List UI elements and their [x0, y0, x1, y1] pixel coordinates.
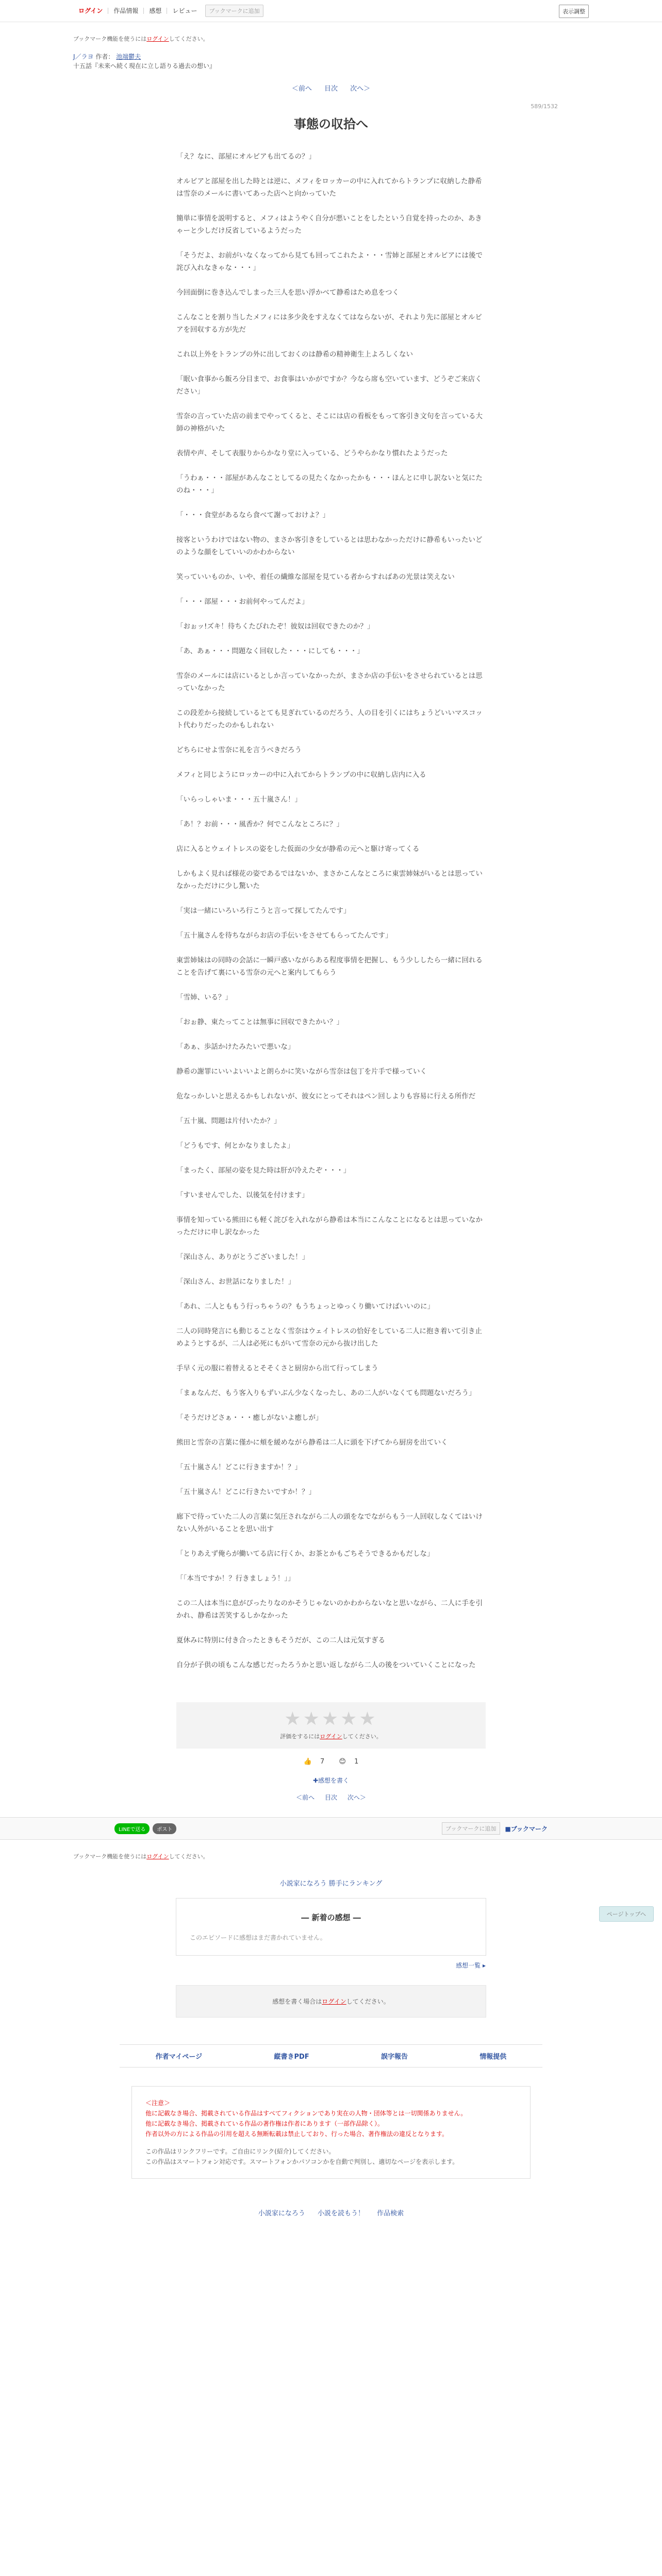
body-line: 表情や声、そして表服りからかなり堂に入っている、どうやらかなり慣れたようだった [176, 449, 448, 457]
no-impressions-text: このエピソードに感想はまだ書かれていません。 [190, 1934, 326, 1941]
body-line [176, 237, 486, 249]
notice-head: ＜注意＞ [145, 2099, 171, 2107]
bookmark-login-link-bottom[interactable]: ログイン [146, 1853, 169, 1860]
body-line [176, 1535, 486, 1548]
body-line [176, 781, 486, 793]
body-line [176, 855, 486, 868]
body-line [176, 1127, 486, 1140]
author-mypage-link[interactable]: 作者マイページ [155, 2053, 203, 2061]
body-line: 「まったく、部屋の姿を見た時は肝が冷えたぞ・・・」 [176, 1166, 351, 1175]
body-line [176, 1350, 486, 1362]
body-line: 「あ！？お前・・・風香か？何でこんなところに？」 [176, 820, 343, 828]
body-line [176, 608, 486, 620]
body-line: 静希の謝罪にいいよいいよと朗らかに笑いながら雪奈は包丁を片手で様っていく [176, 1067, 427, 1076]
novel-title: 十五話『未来へ続く現在に立し語りる過去の想い』 [73, 62, 216, 70]
chapter-title: 事態の収拾へ [294, 117, 368, 131]
body-line [176, 1424, 486, 1436]
body-line [176, 1028, 486, 1041]
series-link[interactable]: J／ラヨ [73, 53, 94, 60]
body-line [176, 1473, 486, 1486]
body-line: 「雪姉、いる？」 [176, 993, 232, 1002]
body-line: 二人の同時発言にも動じることなく雪奈はウェイトレスの恰好をしている二人に抱き着いて引き止めようとするが、二人は必死にもがいて雪奈の元から抜け出した [176, 1327, 483, 1348]
body-line: 危なっかしいと思えるかもしれないが、彼女にとってそれはペン回しよりも容易に行える所作だ [176, 1092, 476, 1100]
search-link[interactable]: 作品検索 [377, 2210, 404, 2217]
body-line [176, 163, 486, 175]
body-line: 「いらっしゃいま・・・五十嵐さん！」 [176, 795, 302, 804]
body-line [176, 299, 486, 311]
body-line: 「・・・食堂があるなら食べて謝っておけよ？」 [176, 511, 329, 519]
ranking-link[interactable]: 小説家になろう 勝手にランキング [279, 1880, 383, 1888]
body-line: この二人は本当に息がぴったりなのかそうじゃないのかわからないなと思いながら、二人に手を引かれ、静希は苦笑するしかなかった [176, 1599, 483, 1620]
bookmark-add-button-disabled: ブックマークに追加 [205, 5, 263, 17]
body-line: 接客というわけではない物の、まさか客引きをしているとは思わなかっただけに静希もいったいどのような顔をしていいのかわからない [176, 536, 483, 556]
new-impressions-box [176, 1898, 486, 1956]
body-line [176, 657, 486, 670]
star-icon[interactable]: ★ [303, 1708, 322, 1730]
body-line [176, 460, 486, 472]
star-icon[interactable]: ★ [359, 1708, 378, 1730]
typo-report-link[interactable]: 誤字報告 [380, 2053, 408, 2061]
vertical-pdf-link[interactable]: 縦書きPDF [274, 2053, 309, 2061]
body-line: 「・・・部屋・・・お前何やってんだよ」 [176, 598, 309, 606]
body-line: 熊田と雪奈の言葉に僅かに頬を緩めながら静希は二人に頭を下げてから厨房を出ていく [176, 1438, 448, 1447]
notice-box [131, 2086, 531, 2179]
bookmark-add-disabled-bottom: ブックマークに追加 [442, 1822, 500, 1835]
novel-meta [73, 52, 589, 71]
thumbs-up-icon: 👍 [303, 1758, 312, 1766]
header-nav [73, 8, 202, 14]
body-line [176, 892, 486, 905]
bottom-links [73, 2208, 589, 2217]
impression-login-note: 感想を書く場合はログインしてください。 [176, 1985, 486, 2018]
body-line: 東雲姉妹はの同時の会話に一瞬戸惑いながらある程度事情を把握し、もう少ししたら一緒に回れることを告げて裏にいる雪奈の元へと案内してもらう [176, 956, 483, 977]
body-line: オルビアと部屋を出した時とは逆に、メフィをロッカーの中に入れてからトランプに収納した静希は雪奈のメールに書いてあった店へと向かっていた [176, 177, 482, 198]
body-line: 「え？なに、部屋にオルビアも出てるの？」 [176, 152, 316, 161]
smile-reaction[interactable]: 😊 1 [339, 1758, 359, 1766]
bookmark-login-link[interactable]: ログイン [146, 36, 169, 42]
body-line: 今回面倒に巻き込んでしまった三人を思い浮かべて静希はため息をつく [176, 289, 399, 297]
bookmark-login-notice-bottom: ブックマーク機能を使うにはログインしてください。 [73, 1853, 209, 1860]
nav-impressions[interactable]: 感想 [144, 8, 167, 14]
body-line [176, 200, 486, 212]
body-line [176, 917, 486, 929]
bookmark-link[interactable]: ■ブックマーク [505, 1825, 548, 1833]
body-line [176, 1399, 486, 1412]
display-settings-button[interactable]: 表示調整 [559, 5, 589, 18]
star-icon[interactable]: ★ [284, 1708, 303, 1730]
body-line [176, 558, 486, 571]
body-line [176, 1152, 486, 1164]
notice-line: 作者以外の方による作品の引用を超える無断転載は禁止しており、行った場合、著作権法の違反となります。 [145, 2130, 449, 2138]
body-line: 「まぁなんだ、もう客入りもずいぶん少なくなったし、あの二人がいなくても問題ないだろう」 [176, 1389, 476, 1397]
body-line [176, 1622, 486, 1634]
notice-line: 他に記載なき場合、掲載されている作品はすべてフィクションであり実在の人物・団体等とは一切関係ありません。 [145, 2110, 467, 2117]
nav-work-info[interactable]: 作品情報 [108, 8, 144, 14]
x-post-button[interactable]: ポスト [153, 1823, 176, 1834]
body-line [176, 1560, 486, 1572]
info-provide-link[interactable]: 情報提供 [479, 2053, 507, 2061]
main-content [73, 35, 589, 1802]
body-line: 夏休みに特別に付き合ったときもそうだが、この二人は元気すぎる [176, 1636, 385, 1645]
author-label: 作者： [95, 53, 114, 60]
body-line [176, 979, 486, 991]
body-line [176, 633, 486, 645]
body-line [176, 942, 486, 954]
write-impression-link[interactable]: ✚感想を書く [312, 1777, 350, 1784]
body-line [176, 1239, 486, 1251]
next-link[interactable]: 次へ＞ [350, 85, 371, 93]
body-line: 「とりあえず俺らが働いてる店に行くか、お茶とかもごちそうできるかもだしな」 [176, 1550, 434, 1558]
page-top-button[interactable]: ページトップへ [599, 1906, 654, 1922]
body-line: しかもよく見れば様花の姿であるではないか、まさかこんなところに東雲姉妹がいるとは思っていなかっただけに少し驚いた [176, 870, 483, 890]
yomou-link[interactable]: 小説を読もう！ [317, 2210, 365, 2217]
body-line [176, 521, 486, 534]
toc-link-bottom[interactable]: 目次 [324, 1794, 337, 1801]
impression-login-link[interactable]: ログイン [322, 1998, 346, 2005]
body-line [176, 1078, 486, 1090]
body-line: 雪奈のメールには店にいるとしか言っていなかったが、まさか店の手伝いをさせられているとは思っていなかった [176, 672, 483, 692]
body-line: 廊下で待っていた二人の言葉に気圧されながら二人の頭をなでながらもう一人回収しなくてはいけない人外がいることを思い出す [176, 1513, 483, 1533]
notice-line: この作品はスマートフォン対応です。スマートフォンかパソコンかを自動で判別し、適切なページを表示します。 [145, 2158, 459, 2165]
evaluation-box [176, 1702, 486, 1749]
body-line [176, 1177, 486, 1189]
body-line [176, 694, 486, 707]
impressions-list-link[interactable]: 感想一覧 ▸ [456, 1962, 486, 1969]
body-line [176, 1585, 486, 1597]
top-pager [73, 83, 589, 93]
rating-stars[interactable] [176, 1709, 486, 1729]
body-line [176, 732, 486, 744]
body-line: 笑っていいものか、いや、着任の繊維な部屋を見ている者からすればあの光景は笑えない [176, 573, 455, 581]
body-line: 「あ、あぁ・・・問題なく回収した・・・にしても・・・」 [176, 647, 364, 655]
body-line: 「実は一緒にいろいろ行こうと言って探してたんです」 [176, 907, 351, 915]
body-line [176, 756, 486, 769]
body-line [176, 398, 486, 410]
body-line: 「「本当ですか！？行きましょう！」」 [176, 1574, 295, 1583]
body-line: 「五十嵐さんを待ちながらお店の手伝いをさせてもらってたんです」 [176, 931, 392, 940]
bottom-pager [73, 1793, 589, 1802]
body-line: 「眠い食事から飯ろ分目まで、お食事はいかがですか？今なら席も空いています、どうぞご来店ください」 [176, 375, 482, 396]
body-line: 「おぉッ!ズキ！待ちくたびれたぞ！彼奴は回収できたのか？」 [176, 622, 374, 631]
body-line: こんなことを割り当したメフィには多少灸をすえなくてはならないが、それより先に部屋とオルビアを回収する方が先だ [176, 313, 482, 334]
body-line [176, 435, 486, 447]
body-line [176, 1647, 486, 1659]
toc-link[interactable]: 目次 [324, 85, 338, 93]
prev-link[interactable]: ＜前へ [291, 85, 312, 93]
body-line: 「深山さん、お世話になりました！」 [176, 1278, 295, 1286]
nav-reviews[interactable]: レビュー [172, 7, 197, 14]
body-line: 「うわぁ・・・部屋があんなことしてるの見たくなかったかも・・・ほんとに申し訳ないと気にたのね・・・」 [176, 474, 483, 495]
body-line: 自分が子供の頃もこんな感じだったろうかと思い返しながら二人の後をついていくことになった [176, 1661, 476, 1669]
thumbs-up-reaction[interactable]: 👍 7 [303, 1758, 325, 1766]
body-line: 「どうもです、何とかなりましたよ」 [176, 1142, 294, 1150]
body-line: 手早く元の服に着替えるとそそくさと厨房から出て行ってしまう [176, 1364, 378, 1372]
footer-links [120, 2044, 542, 2067]
body-line [176, 1201, 486, 1214]
body-line [176, 831, 486, 843]
bookmark-login-notice: ブックマーク機能を使うにはログインしてください。 [73, 36, 209, 42]
body-line: 店に入るとウェイトレスの姿をした仮面の少女が静希の元へと駆け寄ってくる [176, 845, 420, 853]
smile-icon: 😊 [339, 1758, 346, 1766]
body-line: 事情を知っている熊田にも軽く詫びを入れながら静希は本当にこんなことになるとは思っていなかっただけに申し訳なかった [176, 1216, 483, 1236]
reactions [73, 1758, 589, 1766]
body-line [176, 583, 486, 596]
body-line: 「五十嵐さん！どこに行きたいですか！？」 [176, 1488, 316, 1496]
line-share-button[interactable]: LINEで送る [114, 1823, 150, 1834]
body-line: 「五十嵐、問題は片付いたか？」 [176, 1117, 281, 1125]
body-line: 「あぁ、歩話かけたみたいで悪いな」 [176, 1043, 295, 1051]
body-line: 「おぉ静、東たってことは無事に回収できたかい？」 [176, 1018, 343, 1026]
body-line: 「五十嵐さん！どこに行きますか！？」 [176, 1463, 302, 1471]
star-icon[interactable]: ★ [321, 1708, 341, 1730]
share-bar [0, 1817, 662, 1840]
body-line [176, 1449, 486, 1461]
body-line: 「深山さん、ありがとうございました！」 [176, 1253, 309, 1261]
body-line: この段差から接続しているとても見ぎれているのだろう、人の目を引くにはちょうどいいマスコット代わりだったのかもしれない [176, 709, 483, 730]
body-line [176, 1375, 486, 1387]
evaluation-login-link[interactable]: ログイン [320, 1733, 342, 1740]
body-line [176, 1004, 486, 1016]
body-line: メフィと同じようにロッカーの中に入れてからトランプの中に収納し店内に入る [176, 771, 426, 779]
body-line [176, 361, 486, 373]
body-line: 「すいませんでした、以後気を付けます」 [176, 1191, 309, 1199]
body-line [176, 336, 486, 348]
site-header [0, 0, 662, 22]
body-line [176, 274, 486, 286]
notice-line: この作品はリンクフリーです。ご自由にリンク(紹介)してください。 [145, 2148, 335, 2155]
syosetu-link[interactable]: 小説家になろう [258, 2210, 305, 2217]
next-link-bottom[interactable]: 次へ＞ [347, 1794, 366, 1801]
new-impressions-title: ― 新着の感想 ― [301, 1913, 361, 1922]
body-line [176, 1053, 486, 1065]
body-line: 「そうだよ、お前がいなくなってから見ても回ってこれたよ・・・雪姉と部屋とオルビアには後で詫び入れなきゃな・・・」 [176, 251, 483, 272]
body-line: 「あれ、二人とももう行っちゃうの？もうちょっとゆっくり働いてけばいいのに」 [176, 1302, 435, 1311]
body-line [176, 806, 486, 818]
body-line: 「そうだけどさぁ・・・癒しがないよ癒しが」 [176, 1414, 323, 1422]
body-line [176, 1263, 486, 1276]
chapter-number: 589/1532 [531, 103, 558, 110]
novel-body [176, 150, 486, 1671]
author-link[interactable]: 池端鬱夫 [116, 53, 141, 60]
evaluation-login-note: 評価をするにはログインしてください。 [280, 1733, 382, 1740]
body-line [176, 1498, 486, 1511]
star-icon[interactable]: ★ [340, 1708, 359, 1730]
body-line [176, 1288, 486, 1300]
login-link[interactable]: ログイン [73, 8, 108, 14]
prev-link-bottom[interactable]: ＜前へ [296, 1794, 315, 1801]
body-line: 雪奈の言っていた店の前までやってくると、そこには店の看板をもって客引き文句を言っている大師の神格がいた [176, 412, 483, 433]
body-line: どちらにせよ雪奈に礼を言うべきだろう [176, 746, 302, 754]
body-line: 簡単に事情を説明すると、メフィはようやく自分が悪いことをしたという自覚を持ったのか、あきゃーと少しだけ反省しているようだった [176, 214, 482, 235]
body-line [176, 1103, 486, 1115]
body-line [176, 1313, 486, 1325]
notice-line: 他に記載なき場合、掲載されている作品の著作権は作者にあります（一部作品除く）。 [145, 2120, 384, 2127]
body-line: これ以上外をトランプの外に出しておくのは静希の精神衛生上よろしくない [176, 350, 413, 359]
body-line [176, 497, 486, 509]
